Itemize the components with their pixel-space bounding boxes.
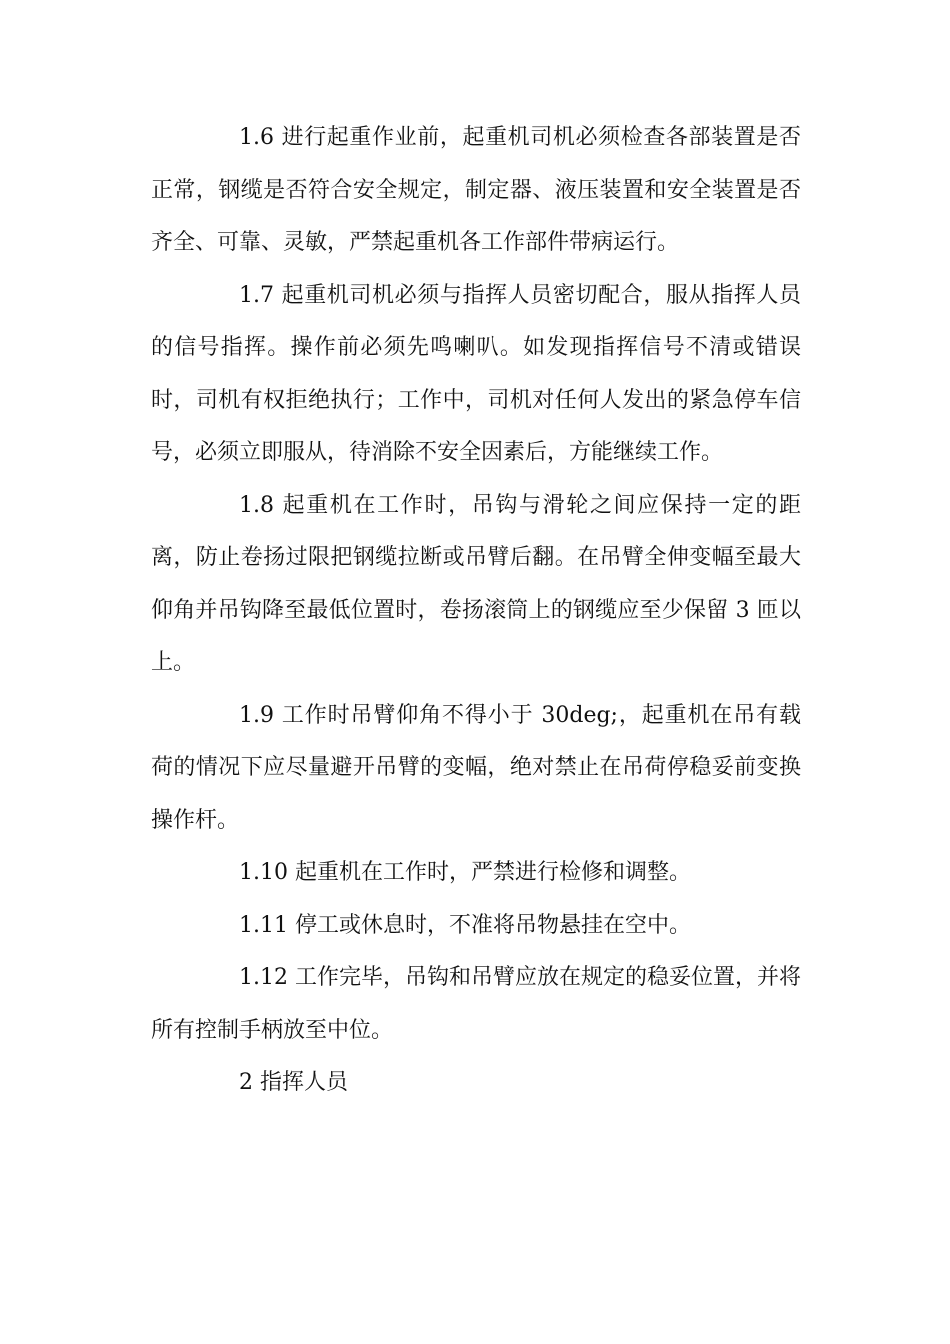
paragraph-1-11: 1.11 停工或休息时，不准将吊物悬挂在空中。 — [239, 912, 691, 938]
paragraph-1-10: 1.10 起重机在工作时，严禁进行检修和调整。 — [239, 860, 691, 885]
paragraph-1-6: 1.6 进行起重作业前，起重机司机必须检查各部装置是否正常，钢缆是否符合安全规定，制定器、液压装置和安全装置是否齐全、可靠、灵敏，严禁起重机各工作部件带病运行。 — [151, 125, 801, 255]
section-heading-2: 2 指挥人员 — [239, 1070, 348, 1095]
paragraph-1-8: 1.8 起重机在工作时，吊钩与滑轮之间应保持一定的距离，防止卷扬过限把钢缆拉断或吊臂后翻。在吊臂全伸变幅至最大仰角并吊钩降至最低位置时，卷扬滚筒上的钢缆应至少保留 3 匝以上。 — [151, 492, 801, 675]
document-body — [151, 112, 801, 1110]
paragraph-1-12: 1.12 工作完毕，吊钩和吊臂应放在规定的稳妥位置，并将所有控制手柄放至中位。 — [151, 965, 801, 1043]
paragraph-1-9: 1.9 工作时吊臂仰角不得小于 30deg;，起重机在吊有载荷的情况下应尽量避开吊臂的变幅，绝对禁止在吊荷停稳妥前变换操作杆。 — [151, 702, 801, 833]
paragraph-1-7: 1.7 起重机司机必须与指挥人员密切配合，服从指挥人员的信号指挥。操作前必须先鸣喇叭。如发现指挥信号不清或错误时，司机有权拒绝执行；工作中，司机对任何人发出的紧急停车信号，必须立即服从，待消除不安全因素后，方能继续工作。 — [151, 282, 801, 465]
